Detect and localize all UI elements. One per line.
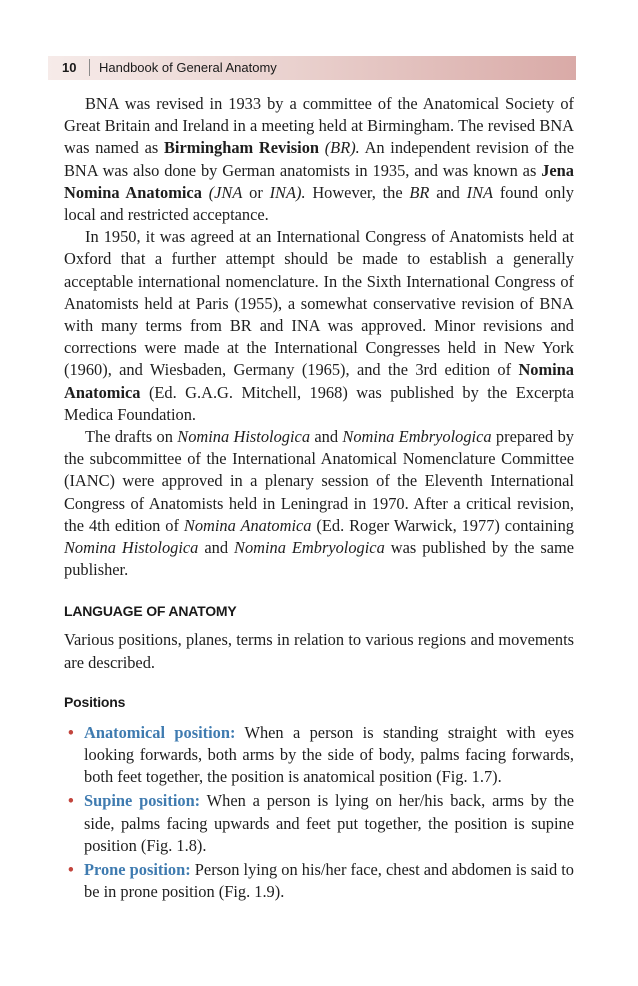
positions-list	[64, 722, 574, 904]
abbr-br: (BR).	[324, 138, 360, 158]
term-prone-position: Prone position:	[84, 860, 191, 880]
page-number: 10	[62, 60, 77, 75]
list-item-text: When a person is standing straight with eyes looking forwards, both arms by the side of body, palms facing forwards, both feet together, the position is anatomical position (Fig. 1.7).	[84, 722, 575, 787]
abbr-jna: (JNA	[208, 182, 243, 202]
section-intro: Various positions, planes, terms in relation to various regions and movements are described.	[64, 630, 574, 672]
paragraph-bna-revision	[64, 93, 574, 226]
abbr-ina-inline: INA	[466, 182, 494, 202]
bullet-icon: •	[68, 860, 74, 880]
term-nomina-histologica: Nomina Histologica	[177, 427, 311, 447]
term-jena-nomina-anatomica: Jena Nomina Anatomica	[64, 160, 574, 202]
list-item	[64, 859, 574, 903]
abbr-br-inline: BR	[409, 182, 430, 202]
section-heading: LANGUAGE OF ANATOMY	[64, 603, 237, 620]
text-run: (Ed. Roger Warwick, 1977) containing	[311, 515, 574, 535]
text-run: BNA was revised in 1933 by a committee of the Anatomical Society of Great Britain and Ireland in a meeting held at Birmingham. The revised BNA was named as	[64, 94, 574, 158]
text-run: prepared by the subcommittee of the International Anatomical Nomenclature Committee (IANC) were approved in a plenary session of the Eleventh International Congress of Anatomists held in Leningrad in 1970. After a critical revision, the 4th edition of	[64, 427, 574, 535]
text-run: and	[310, 427, 343, 447]
paragraph-drafts	[64, 426, 574, 581]
header-separator	[89, 59, 90, 76]
text-run: The drafts on	[85, 427, 178, 447]
term-anatomical-position: Anatomical position:	[84, 722, 236, 742]
term-supine-position: Supine position:	[84, 791, 201, 811]
term-nomina-histologica: Nomina Histologica	[64, 538, 199, 558]
text-run: (Ed. G.A.G. Mitchell, 1968) was published by the Excerpta Medica Foundation.	[64, 382, 574, 424]
bullet-icon: •	[68, 791, 74, 811]
list-item-text: When a person is lying on her/his back, arms by the side, palms facing upwards and feet put together, the position is supine position (Fig. 1.8).	[84, 791, 575, 855]
text-run: In 1950, it was agreed at an International Congress of Anatomists held at Oxford that a further attempt should be made to establish a generally acceptable international nomenclature. In the Sixth International Congress of Anatomists held at Paris (1955), a somewhat conservative revision of BNA with many terms from BR and INA was approved. Minor revisions and corrections were made at the International Congresses held in New York (1960), and Wiesbaden, Germany (1965), and the 3rd edition of	[64, 227, 574, 380]
paragraph-1950-congress	[64, 226, 574, 426]
text-run: or	[242, 182, 270, 202]
page-body	[64, 93, 574, 906]
term-nomina-embryologica: Nomina Embryologica	[234, 538, 385, 558]
list-item-text: Person lying on his/her face, chest and abdomen is said to be in prone position (Fig. 1.9).	[84, 860, 574, 902]
running-title: Handbook of General Anatomy	[99, 60, 277, 75]
subsection-heading-positions: Positions	[64, 693, 126, 710]
term-nomina-anatomica-italic: Nomina Anatomica	[183, 515, 312, 535]
term-nomina-embryologica: Nomina Embryologica	[342, 427, 492, 447]
list-item	[64, 722, 574, 789]
text-run: and	[198, 538, 235, 558]
text-run: An independent revision of the BNA was also done by German anatomists in 1935, and was known as	[64, 138, 574, 180]
text-run: and	[429, 182, 467, 202]
list-item	[64, 790, 574, 857]
text-run: However, the	[305, 182, 410, 202]
term-birmingham-revision: Birmingham Revision	[163, 138, 320, 158]
text-run: was published by the same publisher.	[64, 538, 574, 580]
abbr-ina: INA).	[269, 182, 306, 202]
bullet-icon: •	[68, 722, 74, 742]
text-run: found only local and restricted acceptance.	[64, 182, 574, 225]
text-run	[202, 183, 209, 202]
term-nomina-anatomica: Nomina Anatomica	[64, 360, 574, 402]
